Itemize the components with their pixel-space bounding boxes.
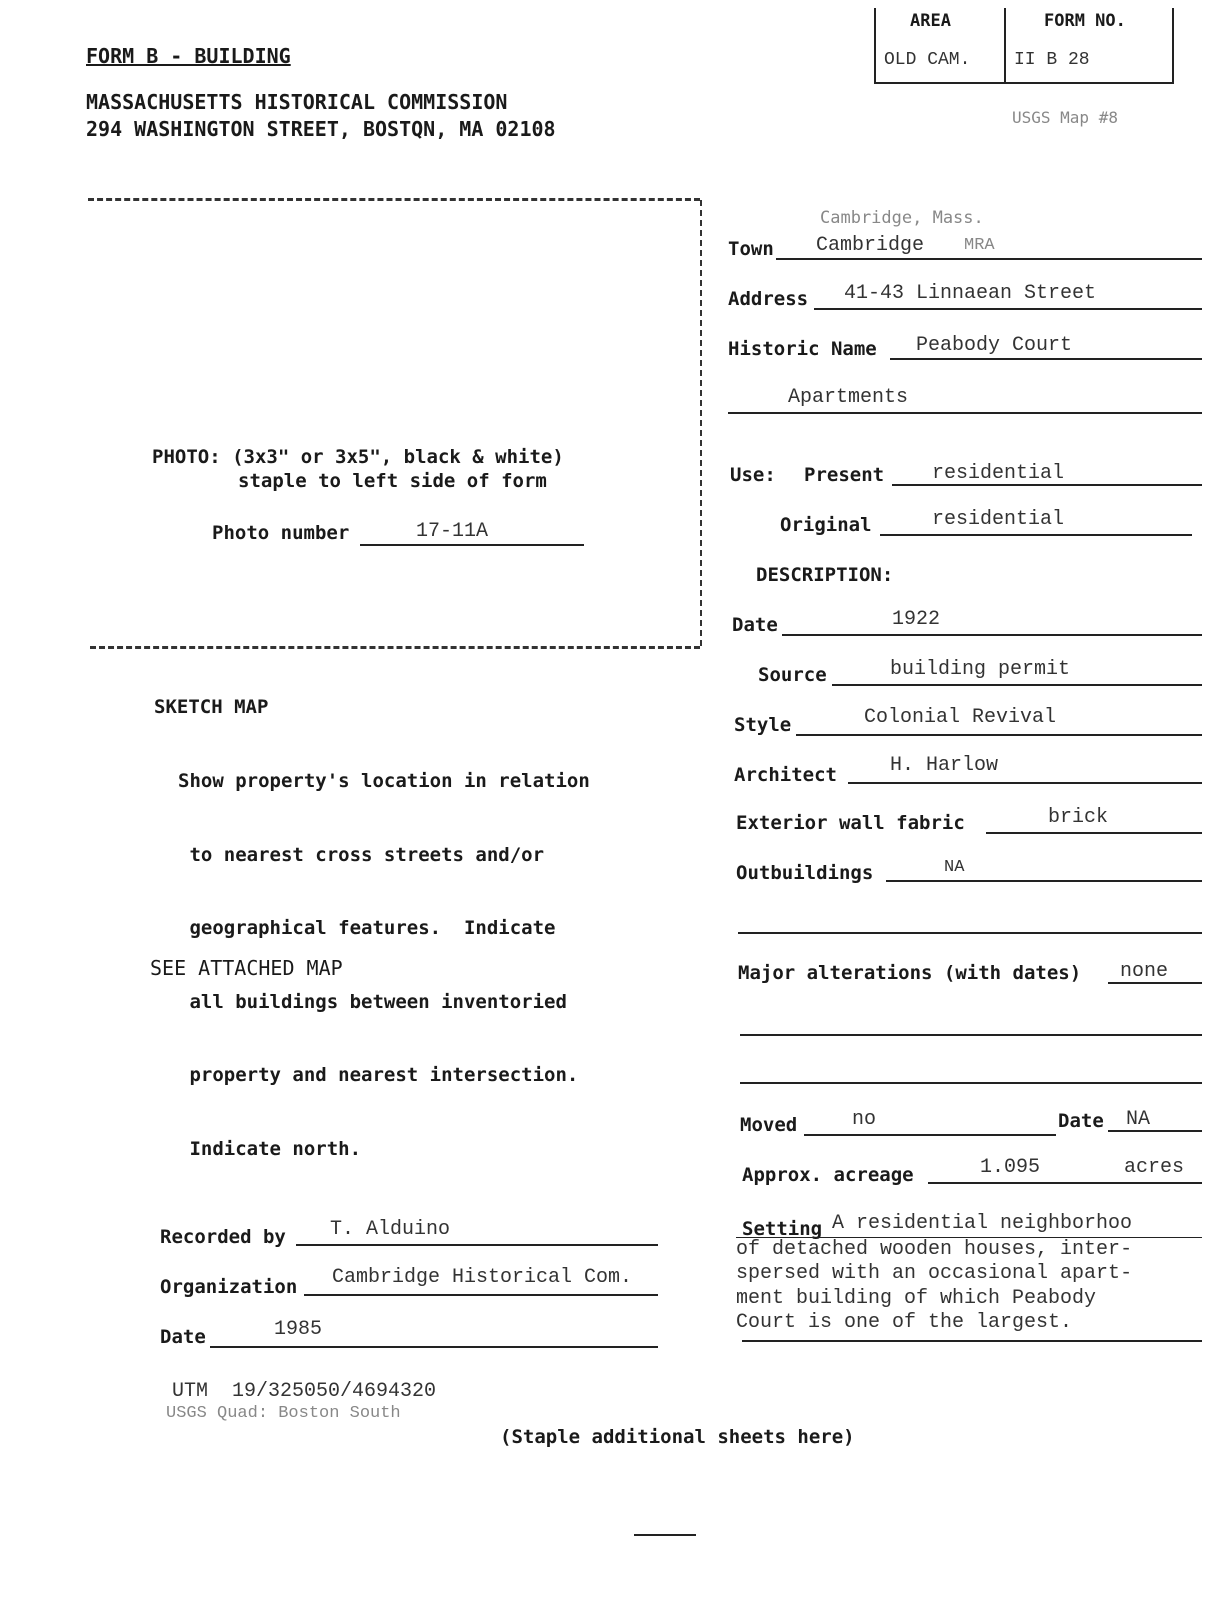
alterations-value: none — [1120, 960, 1169, 983]
setting-line: spersed with an occasional apart- — [736, 1262, 1133, 1285]
photo-box-bottom-border — [90, 646, 700, 649]
historic-name-label: Historic Name — [728, 338, 877, 360]
historic-name-value: Peabody Court — [916, 334, 1073, 357]
setting-line: A residential neighborhoo — [736, 1212, 1202, 1238]
organization-value: Cambridge Historical Com. — [332, 1266, 633, 1289]
historic-name-line — [890, 358, 1202, 360]
alterations-label: Major alterations (with dates) — [738, 962, 1082, 984]
address-value: 41-43 Linnaean Street — [844, 282, 1097, 305]
sketch-line: Indicate north. — [178, 1137, 362, 1160]
acreage-line — [928, 1182, 1202, 1184]
agency-address: 294 WASHINGTON STREET, BOSTQN, MA 02108 — [86, 117, 556, 141]
original-label: Original — [780, 514, 872, 536]
usgs-quad: USGS Quad: Boston South — [166, 1404, 401, 1423]
style-label: Style — [734, 714, 792, 736]
moved-label: Moved — [740, 1114, 798, 1136]
sketch-line: to nearest cross streets and/or — [178, 843, 545, 866]
acreage-label: Approx. acreage — [742, 1164, 914, 1186]
alterations-line-2 — [740, 1034, 1202, 1036]
recorded-by-line — [296, 1244, 658, 1246]
setting-bottom-line — [742, 1340, 1202, 1342]
date-line — [782, 634, 1202, 636]
outbuildings-line-2 — [738, 932, 1202, 934]
photo-number-value: 17-11A — [416, 520, 489, 543]
recorded-by-value: T. Alduino — [330, 1218, 451, 1241]
photo-box-right-border — [700, 200, 702, 646]
town-suffix: MRA — [964, 236, 995, 255]
photo-box-top-border — [88, 198, 700, 201]
recorded-date-label: Date — [160, 1326, 206, 1348]
moved-date-line — [1108, 1130, 1202, 1132]
present-value: residential — [932, 462, 1065, 485]
agency-name: MASSACHUSETTS HISTORICAL COMMISSION — [86, 90, 508, 114]
utm-coordinates: UTM 19/325050/4694320 — [172, 1380, 437, 1403]
style-line — [796, 734, 1202, 736]
photo-staple-instruction: staple to left side of form — [238, 470, 547, 492]
architect-line — [848, 782, 1202, 784]
sketch-line: geographical features. Indicate — [178, 917, 556, 939]
address-line — [814, 308, 1202, 310]
sketch-map-instructions — [178, 720, 590, 1186]
alterations-line-3 — [740, 1082, 1202, 1084]
original-line — [880, 534, 1192, 536]
form-no-value: II B 28 — [1014, 50, 1090, 70]
architect-value: H. Harlow — [890, 754, 999, 777]
see-attached-map: SEE ATTACHED MAP — [150, 956, 343, 980]
staple-note: (Staple additional sheets here) — [500, 1426, 855, 1448]
date-label: Date — [732, 614, 778, 636]
recorded-by-label: Recorded by — [160, 1226, 286, 1248]
footer-mark — [634, 1534, 696, 1536]
outbuildings-value: NA — [944, 858, 965, 877]
town-value: Cambridge — [816, 234, 925, 257]
wall-fabric-label: Exterior wall fabric — [736, 812, 965, 834]
town-label: Town — [728, 238, 774, 260]
sketch-line: property and nearest intersection. — [178, 1064, 579, 1086]
form-title: FORM B - BUILDING — [86, 44, 291, 68]
photo-number-line — [360, 544, 584, 546]
recorded-date-line — [210, 1346, 658, 1348]
acreage-unit: acres — [1124, 1156, 1185, 1179]
form-no-label: FORM NO. — [1044, 11, 1126, 31]
present-label: Present — [804, 464, 885, 486]
organization-line — [304, 1294, 658, 1296]
architect-label: Architect — [734, 764, 837, 786]
setting-label: Setting — [742, 1218, 823, 1240]
moved-date-value: NA — [1126, 1108, 1151, 1131]
historic-name-value-2: Apartments — [788, 386, 909, 409]
date-value: 1922 — [892, 608, 941, 631]
organization-label: Organization — [160, 1276, 298, 1298]
source-line — [832, 684, 1202, 686]
style-value: Colonial Revival — [864, 706, 1057, 729]
town-line — [776, 258, 1202, 260]
outbuildings-label: Outbuildings — [736, 862, 874, 884]
area-form-box — [874, 8, 1174, 84]
outbuildings-line — [886, 880, 1202, 882]
photo-number-label: Photo number — [212, 522, 350, 544]
description-label: DESCRIPTION: — [756, 564, 894, 586]
wall-fabric-value: brick — [1048, 806, 1109, 829]
sketch-line: Show property's location in relation — [178, 770, 590, 792]
acreage-value: 1.095 — [980, 1156, 1041, 1179]
source-label: Source — [758, 664, 827, 686]
setting-line: ment building of which Peabody — [736, 1286, 1097, 1310]
sketch-map-title: SKETCH MAP — [154, 696, 269, 718]
photo-instruction: PHOTO: (3x3" or 3x5", black & white) — [152, 446, 564, 468]
usgs-map-number: USGS Map #8 — [1012, 108, 1118, 127]
source-value: building permit — [890, 658, 1071, 681]
setting-line: of detached wooden houses, inter- — [736, 1237, 1133, 1261]
area-value: OLD CAM. — [884, 50, 971, 70]
moved-date-label: Date — [1058, 1110, 1104, 1132]
town-note: Cambridge, Mass. — [820, 208, 984, 228]
sketch-line: all buildings between inventoried — [178, 990, 567, 1013]
area-label: AREA — [910, 11, 951, 31]
moved-line — [804, 1134, 1056, 1136]
original-value: residential — [932, 508, 1065, 531]
recorded-date-value: 1985 — [274, 1318, 323, 1341]
historic-name-line-2 — [728, 412, 1202, 414]
wall-fabric-line — [986, 832, 1202, 834]
setting-text — [736, 1212, 1202, 1336]
use-label: Use: — [730, 464, 776, 486]
address-label: Address — [728, 288, 809, 310]
moved-value: no — [852, 1108, 877, 1131]
setting-line: Court is one of the largest. — [736, 1311, 1073, 1334]
